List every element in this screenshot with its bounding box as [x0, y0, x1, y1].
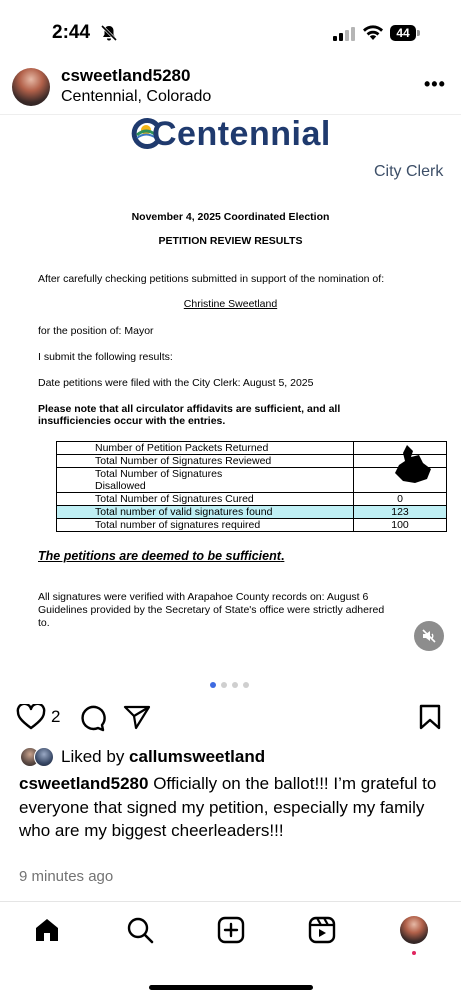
department-label: City Clerk: [374, 163, 444, 180]
like-count[interactable]: 2: [51, 707, 61, 726]
table-row: [57, 468, 447, 493]
verify-line-2: Guidelines provided by the Secretary of State's office were strictly adhered: [38, 604, 385, 616]
notification-dot: [412, 951, 416, 955]
sufficiency-statement: [38, 549, 284, 563]
carousel-dot: [221, 682, 227, 688]
liked-by-text[interactable]: [61, 747, 265, 767]
table-row-highlighted: [57, 506, 447, 519]
row-label: Total number of valid signatures found: [57, 506, 354, 519]
note-line-2: insufficiencies occur with the entries.: [38, 415, 226, 427]
results-table: [56, 441, 447, 532]
bell-slash-icon: [100, 24, 118, 42]
table-row: [57, 493, 447, 506]
post-caption: [19, 772, 439, 843]
home-indicator[interactable]: [149, 985, 313, 990]
post-username[interactable]: csweetland5280: [61, 66, 191, 85]
search-icon[interactable]: [126, 916, 154, 944]
cellular-signal-icon: [333, 27, 355, 41]
speaker-muted-icon: [421, 628, 437, 644]
post-image-document[interactable]: [0, 114, 461, 667]
post-author-avatar[interactable]: [12, 68, 50, 106]
mute-button[interactable]: [414, 621, 444, 651]
carousel-dot-active: [210, 682, 216, 688]
wifi-icon: [362, 24, 384, 42]
caption-text: Officially on the ballot!!! I’m grateful to everyone that signed my petition, especially my family who are my biggest cheerleaders!!!: [19, 774, 437, 840]
home-icon[interactable]: [33, 916, 61, 944]
carousel-indicator: [210, 682, 249, 688]
row-label: Total Number of Signatures Reviewed: [57, 455, 354, 468]
sufficiency-text: The petitions are deemed to be sufficient: [38, 549, 281, 563]
row-label: Total Number of Signatures Cured: [57, 493, 354, 506]
bookmark-icon[interactable]: [419, 704, 441, 730]
liked-by-avatars[interactable]: [20, 747, 56, 767]
liked-by-user[interactable]: callumsweetland: [129, 747, 266, 766]
verify-line-3: to.: [38, 617, 50, 629]
status-time: 2:44: [52, 22, 91, 43]
liked-avatar: [34, 747, 54, 767]
table-row: [57, 519, 447, 532]
row-label: Total number of signatures required: [57, 519, 354, 532]
create-post-icon[interactable]: [217, 916, 245, 944]
share-paper-plane-icon[interactable]: [123, 704, 151, 730]
row-value: 0: [354, 493, 447, 506]
row-label-continued: Disallowed: [95, 480, 146, 492]
carousel-dot: [232, 682, 238, 688]
election-title: November 4, 2025 Coordinated Election: [131, 211, 330, 223]
note-line-1: Please note that all circulator affidavits are sufficient, and all: [38, 403, 341, 415]
verify-line-1: All signatures were verified with Arapahoe County records on: August 6: [38, 591, 369, 603]
battery-level: 44: [390, 25, 416, 41]
submit-text: I submit the following results:: [38, 351, 173, 363]
centennial-logo-text: Centennial: [152, 115, 331, 153]
carousel-dot: [243, 682, 249, 688]
row-value: 123: [354, 506, 447, 519]
status-bar: [0, 0, 461, 64]
row-label: Number of Petition Packets Returned: [57, 442, 354, 455]
like-heart-icon[interactable]: [16, 704, 46, 730]
more-options-icon[interactable]: •••: [424, 74, 446, 94]
document-heading: PETITION REVIEW RESULTS: [158, 235, 303, 247]
comment-icon[interactable]: [78, 704, 106, 732]
caption-username[interactable]: csweetland5280: [19, 774, 149, 793]
reels-icon[interactable]: [308, 916, 336, 944]
candidate-name: Christine Sweetland: [183, 298, 278, 310]
row-value: 100: [354, 519, 447, 532]
row-label-cell: [57, 468, 354, 493]
row-label: Total Number of Signatures: [95, 468, 223, 480]
liked-by-prefix: Liked by: [61, 747, 130, 766]
redaction-scribble: [393, 443, 433, 485]
battery-tip: [417, 30, 420, 36]
battery-indicator: [390, 25, 420, 41]
intro-text: After carefully checking petitions submitted in support of the nomination of:: [38, 273, 385, 285]
post-location[interactable]: Centennial, Colorado: [61, 88, 212, 105]
filed-date-text: Date petitions were filed with the City Clerk: August 5, 2025: [38, 377, 314, 389]
table-row: [57, 455, 447, 468]
profile-avatar-tab[interactable]: [400, 916, 428, 944]
position-text: for the position of: Mayor: [38, 325, 154, 337]
table-row: [57, 442, 447, 455]
sufficiency-period: .: [280, 549, 285, 563]
post-timestamp: 9 minutes ago: [19, 868, 114, 885]
